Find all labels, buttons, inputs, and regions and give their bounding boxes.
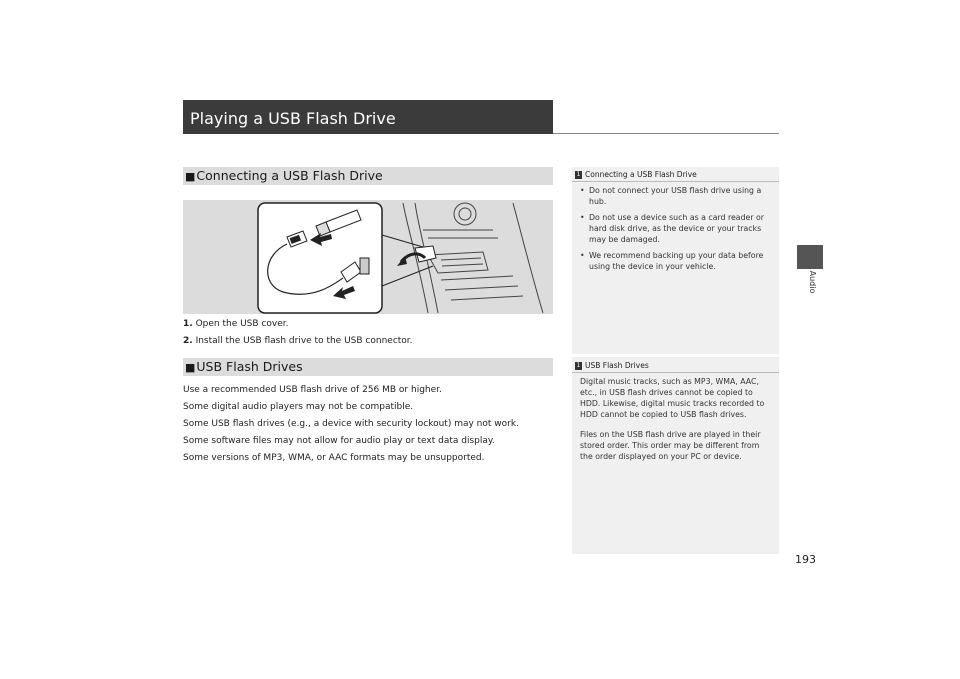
section-square-icon: ■: [185, 170, 196, 183]
note-line: Do not use a device such as a card reader or: [589, 213, 764, 222]
note-bullet-2: [580, 212, 777, 245]
note-marker-icon: 1: [576, 171, 581, 178]
note-bullet-1: [580, 185, 777, 207]
note-line: stored order. This order may be different from: [580, 441, 760, 450]
usb-connection-illustration: [183, 200, 553, 314]
step-number: 1.: [183, 319, 193, 329]
info-line: Some software files may not allow for audio play or text data display.: [183, 436, 495, 446]
info-line: Use a recommended USB flash drive of 256 MB or higher.: [183, 385, 442, 395]
section-heading-flash-drives: [183, 358, 553, 376]
note-line: HDD cannot be copied to USB flash drives.: [580, 410, 747, 419]
note-line: may be damaged.: [589, 235, 660, 244]
note-panel-connecting: [572, 167, 779, 354]
section-square-icon: ■: [185, 361, 196, 374]
title-rule: [553, 133, 779, 134]
section-heading-text: Connecting a USB Flash Drive: [196, 168, 383, 183]
usb-illustration-svg: [183, 200, 553, 314]
note-line: etc., in USB flash drives cannot be copied to: [580, 388, 753, 397]
bullet-icon: •: [580, 186, 585, 195]
note-line: hard disk drive, as the device or your tracks: [589, 224, 762, 233]
note-heading-text: Connecting a USB Flash Drive: [585, 170, 697, 179]
info-line: Some digital audio players may not be compatible.: [183, 402, 414, 412]
bullet-icon: •: [580, 251, 585, 260]
note-line: HDD. Likewise, digital music tracks recorded to: [580, 399, 765, 408]
note-bullet-3: [580, 250, 777, 272]
note-line: Do not connect your USB flash drive using a: [589, 186, 762, 195]
note-line: Files on the USB flash drive are played in their: [580, 430, 761, 439]
note-line: using the device in your vehicle.: [589, 262, 716, 271]
info-line: Some USB flash drives (e.g., a device with security lockout) may not work.: [183, 419, 519, 429]
note-heading: [575, 170, 697, 179]
bullet-icon: •: [580, 213, 585, 222]
step-2: [183, 336, 413, 346]
note-paragraph-1: [580, 376, 776, 420]
page-number: 193: [795, 553, 816, 566]
note-line: hub.: [589, 197, 607, 206]
note-divider: [572, 372, 779, 373]
note-panel-flash-drives: [572, 357, 779, 554]
note-heading: [575, 361, 649, 370]
note-line: We recommend backing up your data before: [589, 251, 764, 260]
note-line: the order displayed on your PC or device.: [580, 452, 742, 461]
note-marker-icon: 1: [576, 362, 581, 369]
note-paragraph-2: [580, 429, 776, 462]
note-divider: [572, 181, 779, 182]
section-heading-text: USB Flash Drives: [196, 359, 303, 374]
step-1: [183, 319, 288, 329]
step-text: Install the USB flash drive to the USB connector.: [195, 336, 413, 346]
info-line: Some versions of MP3, WMA, or AAC formats may be unsupported.: [183, 453, 485, 463]
section-heading-connecting: [183, 167, 553, 185]
page-title: Playing a USB Flash Drive: [190, 109, 396, 128]
chapter-tab-label: Audio: [808, 270, 817, 294]
note-heading-text: USB Flash Drives: [585, 361, 649, 370]
note-line: Digital music tracks, such as MP3, WMA, AAC,: [580, 377, 759, 386]
step-text: Open the USB cover.: [195, 319, 289, 329]
step-number: 2.: [183, 336, 193, 346]
